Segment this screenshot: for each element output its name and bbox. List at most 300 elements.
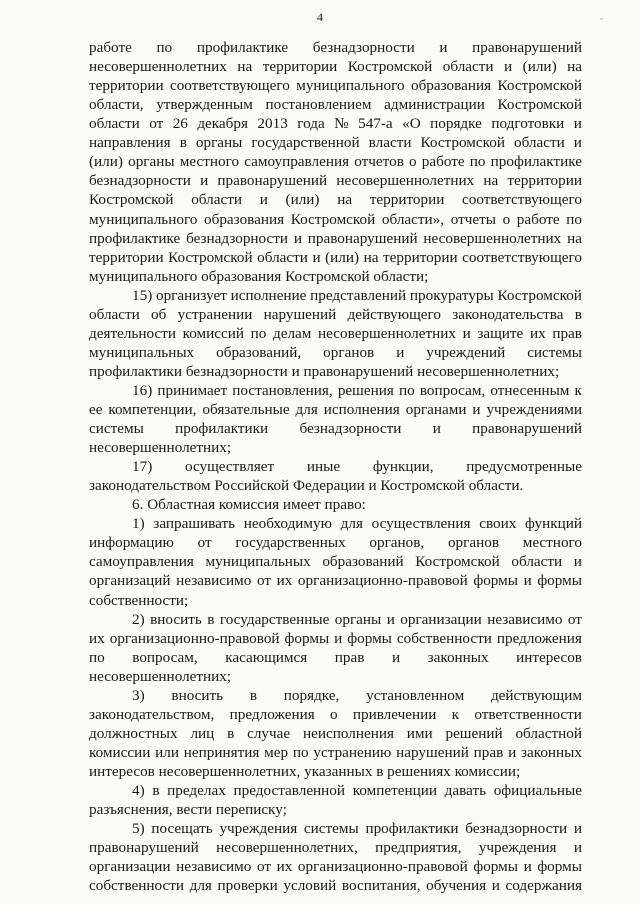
- word: отнесенным: [490, 381, 570, 399]
- word: постановления,: [232, 381, 333, 399]
- word: лиц: [190, 724, 215, 742]
- word: 17): [132, 458, 153, 476]
- text-line: [89, 706, 582, 724]
- text-line: профилактики безнадзорности и правонарушений несовершеннолетних;: [89, 362, 560, 380]
- word: и: [573, 553, 582, 571]
- word: организационно-правовой: [109, 629, 280, 647]
- word: принимает: [157, 381, 228, 399]
- word: профилактики: [365, 820, 459, 838]
- word: пределах: [167, 782, 226, 799]
- word: 5): [132, 820, 145, 838]
- word: компетенции: [352, 782, 437, 799]
- word: и: [462, 324, 471, 342]
- word: предоставленной: [233, 782, 346, 799]
- word: формы: [347, 629, 392, 647]
- word: в: [574, 305, 582, 323]
- word: к: [574, 381, 582, 399]
- word: образований: [322, 553, 404, 571]
- word: Костромской: [497, 286, 582, 304]
- word: воспитания,: [341, 877, 421, 895]
- word: исполнение: [230, 286, 307, 304]
- word: муниципального: [296, 77, 405, 95]
- word: формы: [537, 858, 582, 876]
- word: непринятия: [183, 743, 260, 761]
- word: соответствующего: [169, 77, 290, 95]
- word: их: [276, 858, 293, 876]
- word: (или): [325, 248, 360, 266]
- word: системы: [527, 343, 582, 361]
- word: территории: [507, 172, 582, 190]
- word: должностных: [89, 724, 178, 742]
- word: случае: [247, 724, 291, 742]
- word: несовершеннолетних: [336, 172, 475, 190]
- word: отчеты: [450, 210, 496, 228]
- word: запрашивать: [153, 515, 236, 533]
- word: области,: [89, 96, 144, 114]
- word: несовершеннолетних: [318, 324, 456, 342]
- word: вопросам,: [132, 648, 198, 666]
- word: области: [442, 58, 494, 75]
- text-line: муниципального образования Костромской области;: [89, 267, 429, 285]
- word: Костромской: [89, 191, 174, 209]
- word: 4): [132, 782, 145, 799]
- word: организационно-правовой: [297, 572, 468, 590]
- word: №: [334, 115, 349, 133]
- word: делам: [273, 324, 312, 342]
- word: 3): [132, 686, 145, 704]
- word: Костромской: [415, 553, 500, 571]
- word: и: [312, 248, 321, 266]
- word: отчетов: [354, 153, 404, 171]
- word: от: [197, 534, 212, 552]
- word: организации: [89, 858, 171, 876]
- word: безнадзорности: [312, 39, 415, 56]
- text-line: [89, 344, 582, 362]
- word: и: [200, 172, 209, 190]
- word: профилактики: [175, 420, 269, 437]
- word: и: [391, 648, 401, 666]
- word: на: [483, 172, 499, 190]
- word: от: [567, 610, 582, 628]
- word: законодательством,: [89, 705, 215, 723]
- word: органов: [323, 343, 375, 361]
- word: осуществляет: [184, 458, 275, 476]
- text-line: несовершеннолетних;: [89, 439, 232, 457]
- word: в: [249, 686, 258, 704]
- word: и: [396, 343, 405, 361]
- word: деятельности: [89, 324, 176, 342]
- word: и: [432, 420, 441, 437]
- word: и: [334, 629, 343, 647]
- word: о: [329, 705, 338, 723]
- word: порядке: [430, 115, 482, 133]
- word: и: [573, 115, 582, 133]
- word: предложения: [229, 705, 315, 723]
- word: области: [89, 115, 140, 133]
- word: законодательства: [452, 305, 564, 323]
- text-line: [89, 134, 582, 152]
- word: на: [337, 191, 353, 209]
- word: профилактике: [196, 39, 289, 56]
- word: их: [89, 629, 105, 647]
- word: безнадзорности: [186, 229, 289, 247]
- text-line: [89, 172, 582, 190]
- word: давать: [444, 782, 487, 799]
- word: законных: [427, 648, 489, 666]
- word: вопросам,: [419, 381, 486, 399]
- word: вносить: [150, 610, 202, 628]
- word: области: [511, 553, 563, 571]
- word: формы: [473, 572, 518, 590]
- word: компетенции,: [108, 400, 197, 418]
- corner-mark: -: [600, 13, 603, 23]
- word: комиссий: [182, 324, 244, 342]
- word: муниципальных: [89, 343, 195, 361]
- text-line: [89, 115, 582, 133]
- page-number: 4: [317, 10, 323, 24]
- word: профилактике: [490, 153, 582, 171]
- word: официальные: [493, 782, 582, 799]
- word: 15): [132, 286, 153, 304]
- word: и: [439, 39, 448, 56]
- text-line: [89, 572, 582, 590]
- word: года: [297, 115, 325, 133]
- word: организует: [155, 286, 227, 304]
- word: устранении: [177, 305, 253, 323]
- word: местного: [522, 534, 582, 552]
- word: постановлением: [265, 96, 372, 114]
- word: 2): [132, 610, 145, 628]
- word: на: [567, 58, 582, 75]
- word: ответственности: [474, 705, 582, 723]
- word: формы: [537, 572, 582, 590]
- word: Костромской: [168, 248, 253, 266]
- word: декабря: [197, 115, 248, 133]
- word: проверки: [217, 877, 278, 895]
- word: организации: [400, 610, 482, 628]
- word: и: [523, 572, 532, 590]
- word: содержания: [505, 877, 582, 895]
- word: законных: [520, 743, 582, 761]
- word: независимо: [487, 610, 563, 628]
- word: информацию: [89, 534, 174, 552]
- word: интересов: [516, 648, 582, 666]
- word: или: [155, 743, 180, 761]
- word: своих: [479, 515, 517, 533]
- word: обучения: [426, 877, 487, 895]
- word: государственных: [235, 534, 346, 552]
- word: независимо: [176, 858, 252, 876]
- word: несовершеннолетних,: [216, 839, 358, 857]
- word: прав: [552, 324, 582, 342]
- word: направления: [89, 134, 171, 152]
- word: предложения: [496, 629, 582, 647]
- word: и: [523, 858, 532, 876]
- word: безнадзорности: [89, 172, 191, 190]
- word: мер: [264, 743, 289, 761]
- word: учреждения: [219, 820, 298, 838]
- word: по: [89, 648, 105, 666]
- text-line: [89, 553, 582, 571]
- word: в: [152, 782, 160, 799]
- word: Костромской: [290, 210, 376, 228]
- word: прав: [334, 648, 365, 666]
- word: территории: [262, 58, 338, 75]
- word: органы: [334, 610, 382, 628]
- word: независимо: [176, 572, 252, 590]
- word: обязательные: [202, 400, 290, 418]
- word: ее: [89, 400, 103, 418]
- word: 547-а: [358, 115, 393, 133]
- word: ими: [406, 724, 433, 742]
- text-line: [132, 458, 582, 476]
- text-line: несовершеннолетних;: [89, 667, 232, 685]
- word: предусмотренные: [466, 458, 582, 476]
- word: и: [573, 820, 582, 838]
- text-line: [89, 839, 582, 857]
- word: территории: [89, 77, 164, 95]
- word: государственные: [219, 610, 330, 628]
- word: безнадзорности: [465, 820, 568, 838]
- word: (или): [285, 191, 320, 209]
- word: Костромской: [347, 58, 433, 75]
- text-line: [132, 287, 582, 305]
- word: по: [469, 153, 486, 171]
- word: в: [179, 134, 187, 152]
- text-line: [89, 630, 582, 648]
- word: учреждения: [478, 839, 557, 857]
- word: действующим: [490, 686, 582, 704]
- word: формы: [284, 629, 330, 647]
- text-line: [132, 611, 582, 629]
- word: 2013: [257, 115, 288, 133]
- word: 1): [132, 515, 145, 533]
- word: Костромской: [420, 134, 505, 152]
- word: по: [566, 210, 582, 228]
- word: по: [292, 743, 309, 761]
- text-line: [89, 858, 582, 876]
- word: от: [149, 115, 164, 133]
- word: иные: [306, 458, 341, 476]
- word: власти: [368, 134, 412, 152]
- word: к: [451, 705, 460, 723]
- word: (или): [522, 58, 557, 75]
- word: по: [156, 39, 173, 56]
- word: областной: [515, 724, 582, 742]
- word: несовершеннолетних: [89, 58, 227, 75]
- word: касающимся: [225, 648, 308, 666]
- word: необходимую: [243, 515, 332, 533]
- word: области: [89, 305, 140, 323]
- word: учреждений: [426, 343, 506, 361]
- word: правонарушений: [472, 420, 582, 437]
- text-line: [132, 382, 582, 400]
- word: функции,: [372, 458, 434, 476]
- word: формы: [473, 858, 518, 876]
- word: утвержденным: [156, 96, 253, 114]
- word: привлечении: [352, 705, 437, 723]
- word: о: [502, 210, 511, 228]
- word: и: [508, 743, 517, 761]
- word: от: [256, 858, 271, 876]
- word: безнадзорности: [299, 420, 402, 437]
- word: Костромской: [497, 96, 582, 114]
- word: органы: [195, 134, 243, 152]
- word: комиссии: [89, 743, 151, 761]
- word: 26: [172, 115, 188, 133]
- word: правонарушений: [217, 172, 328, 190]
- word: образования: [410, 77, 492, 95]
- word: муниципальных: [205, 553, 311, 571]
- text-line: [89, 725, 582, 743]
- word: на: [363, 248, 379, 266]
- text-line: [89, 77, 582, 95]
- word: их: [529, 324, 546, 342]
- text-line: [89, 877, 582, 895]
- text-line: 6. Областная комиссия имеет право:: [132, 496, 366, 514]
- text-line: [89, 325, 582, 343]
- word: системы: [89, 420, 144, 437]
- word: их: [276, 572, 293, 590]
- word: и: [293, 229, 302, 247]
- word: работе: [516, 210, 560, 228]
- word: органов: [447, 534, 499, 552]
- word: органами: [405, 400, 467, 418]
- word: администрации: [384, 96, 485, 114]
- word: «О: [402, 115, 421, 133]
- text-line: [89, 211, 582, 229]
- text-line: [89, 306, 582, 324]
- word: условий: [283, 877, 337, 895]
- word: осуществления: [371, 515, 471, 533]
- word: организационно-правовой: [297, 858, 468, 876]
- word: действующего: [347, 305, 441, 323]
- word: функций: [525, 515, 582, 533]
- text-line: [89, 58, 582, 76]
- text-line: [89, 230, 582, 248]
- text-line: [89, 39, 582, 57]
- word: соответствующего: [462, 248, 582, 266]
- word: местного: [179, 153, 240, 171]
- word: в: [207, 610, 215, 628]
- word: на: [567, 229, 582, 247]
- word: области: [513, 134, 565, 152]
- word: и: [504, 58, 513, 75]
- word: учреждениями: [486, 400, 582, 418]
- word: для: [189, 877, 212, 895]
- word: соответствующего: [462, 191, 582, 209]
- text-line: [89, 534, 582, 552]
- word: территории: [89, 248, 164, 266]
- word: и: [472, 400, 481, 418]
- word: собственности: [396, 629, 492, 647]
- word: устранению: [313, 743, 392, 761]
- word: самоуправления: [244, 153, 350, 171]
- text-line: [132, 820, 582, 838]
- word: предприятия,: [375, 839, 462, 857]
- word: установленном: [366, 686, 465, 704]
- word: посещать: [151, 820, 213, 838]
- word: органы: [128, 153, 175, 171]
- text-line: разъяснения, вести переписку;: [89, 801, 287, 818]
- word: 16): [132, 381, 153, 399]
- word: нарушений: [263, 305, 337, 323]
- text-line: [89, 649, 582, 667]
- word: по: [250, 324, 267, 342]
- word: работе: [421, 153, 465, 171]
- text-line: [132, 782, 582, 800]
- text-line: интересов несовершеннолетних, указанных в решениях комиссии;: [89, 762, 521, 780]
- word: прав: [473, 743, 504, 761]
- text-line: [89, 744, 582, 762]
- text-line: [89, 401, 582, 419]
- word: Костромской: [497, 77, 582, 95]
- word: на: [237, 58, 253, 75]
- word: правонарушений: [472, 39, 582, 56]
- word: органов,: [369, 534, 425, 552]
- word: представлений: [310, 286, 407, 304]
- word: правонарушений: [89, 839, 199, 857]
- word: системы: [303, 820, 359, 838]
- word: неисполнения: [302, 724, 394, 742]
- text-line: собственности;: [89, 591, 189, 609]
- word: государственной: [251, 134, 360, 152]
- word: решений: [445, 724, 503, 742]
- word: подготовки: [491, 115, 565, 133]
- word: и: [259, 191, 268, 209]
- word: решения: [337, 381, 394, 399]
- word: исполнения: [323, 400, 400, 418]
- word: территории: [383, 248, 458, 266]
- word: муниципального: [89, 210, 198, 228]
- word: и: [573, 839, 582, 857]
- word: порядке,: [283, 686, 340, 704]
- word: несовершеннолетних: [423, 229, 562, 247]
- text-line: [89, 249, 582, 267]
- word: образования: [204, 210, 285, 228]
- word: для: [295, 400, 318, 418]
- word: собственности: [89, 877, 184, 895]
- word: от: [256, 572, 271, 590]
- word: области: [257, 248, 308, 266]
- word: образований,: [216, 343, 302, 361]
- word: и: [491, 877, 500, 895]
- text-line: [89, 96, 582, 114]
- text-line: [89, 191, 582, 209]
- word: об: [151, 305, 167, 323]
- word: защите: [477, 324, 524, 342]
- word: правонарушений: [307, 229, 418, 247]
- word: организаций: [89, 572, 171, 590]
- text-line: [89, 153, 582, 171]
- word: по: [398, 381, 415, 399]
- word: области: [191, 191, 242, 209]
- word: вносить: [171, 686, 224, 704]
- text-line: [132, 515, 582, 533]
- text-line: [132, 687, 582, 705]
- text-line: законодательством Российской Федерации и Костромской области.: [89, 477, 524, 495]
- word: о: [409, 153, 417, 171]
- word: области»,: [381, 210, 445, 228]
- word: самоуправления: [89, 553, 194, 571]
- text-line: [89, 420, 582, 438]
- word: (или): [89, 153, 123, 171]
- word: нарушений: [396, 743, 469, 761]
- word: профилактике: [89, 229, 181, 247]
- word: территории: [369, 191, 445, 209]
- word: для: [340, 515, 363, 533]
- word: в: [227, 724, 235, 742]
